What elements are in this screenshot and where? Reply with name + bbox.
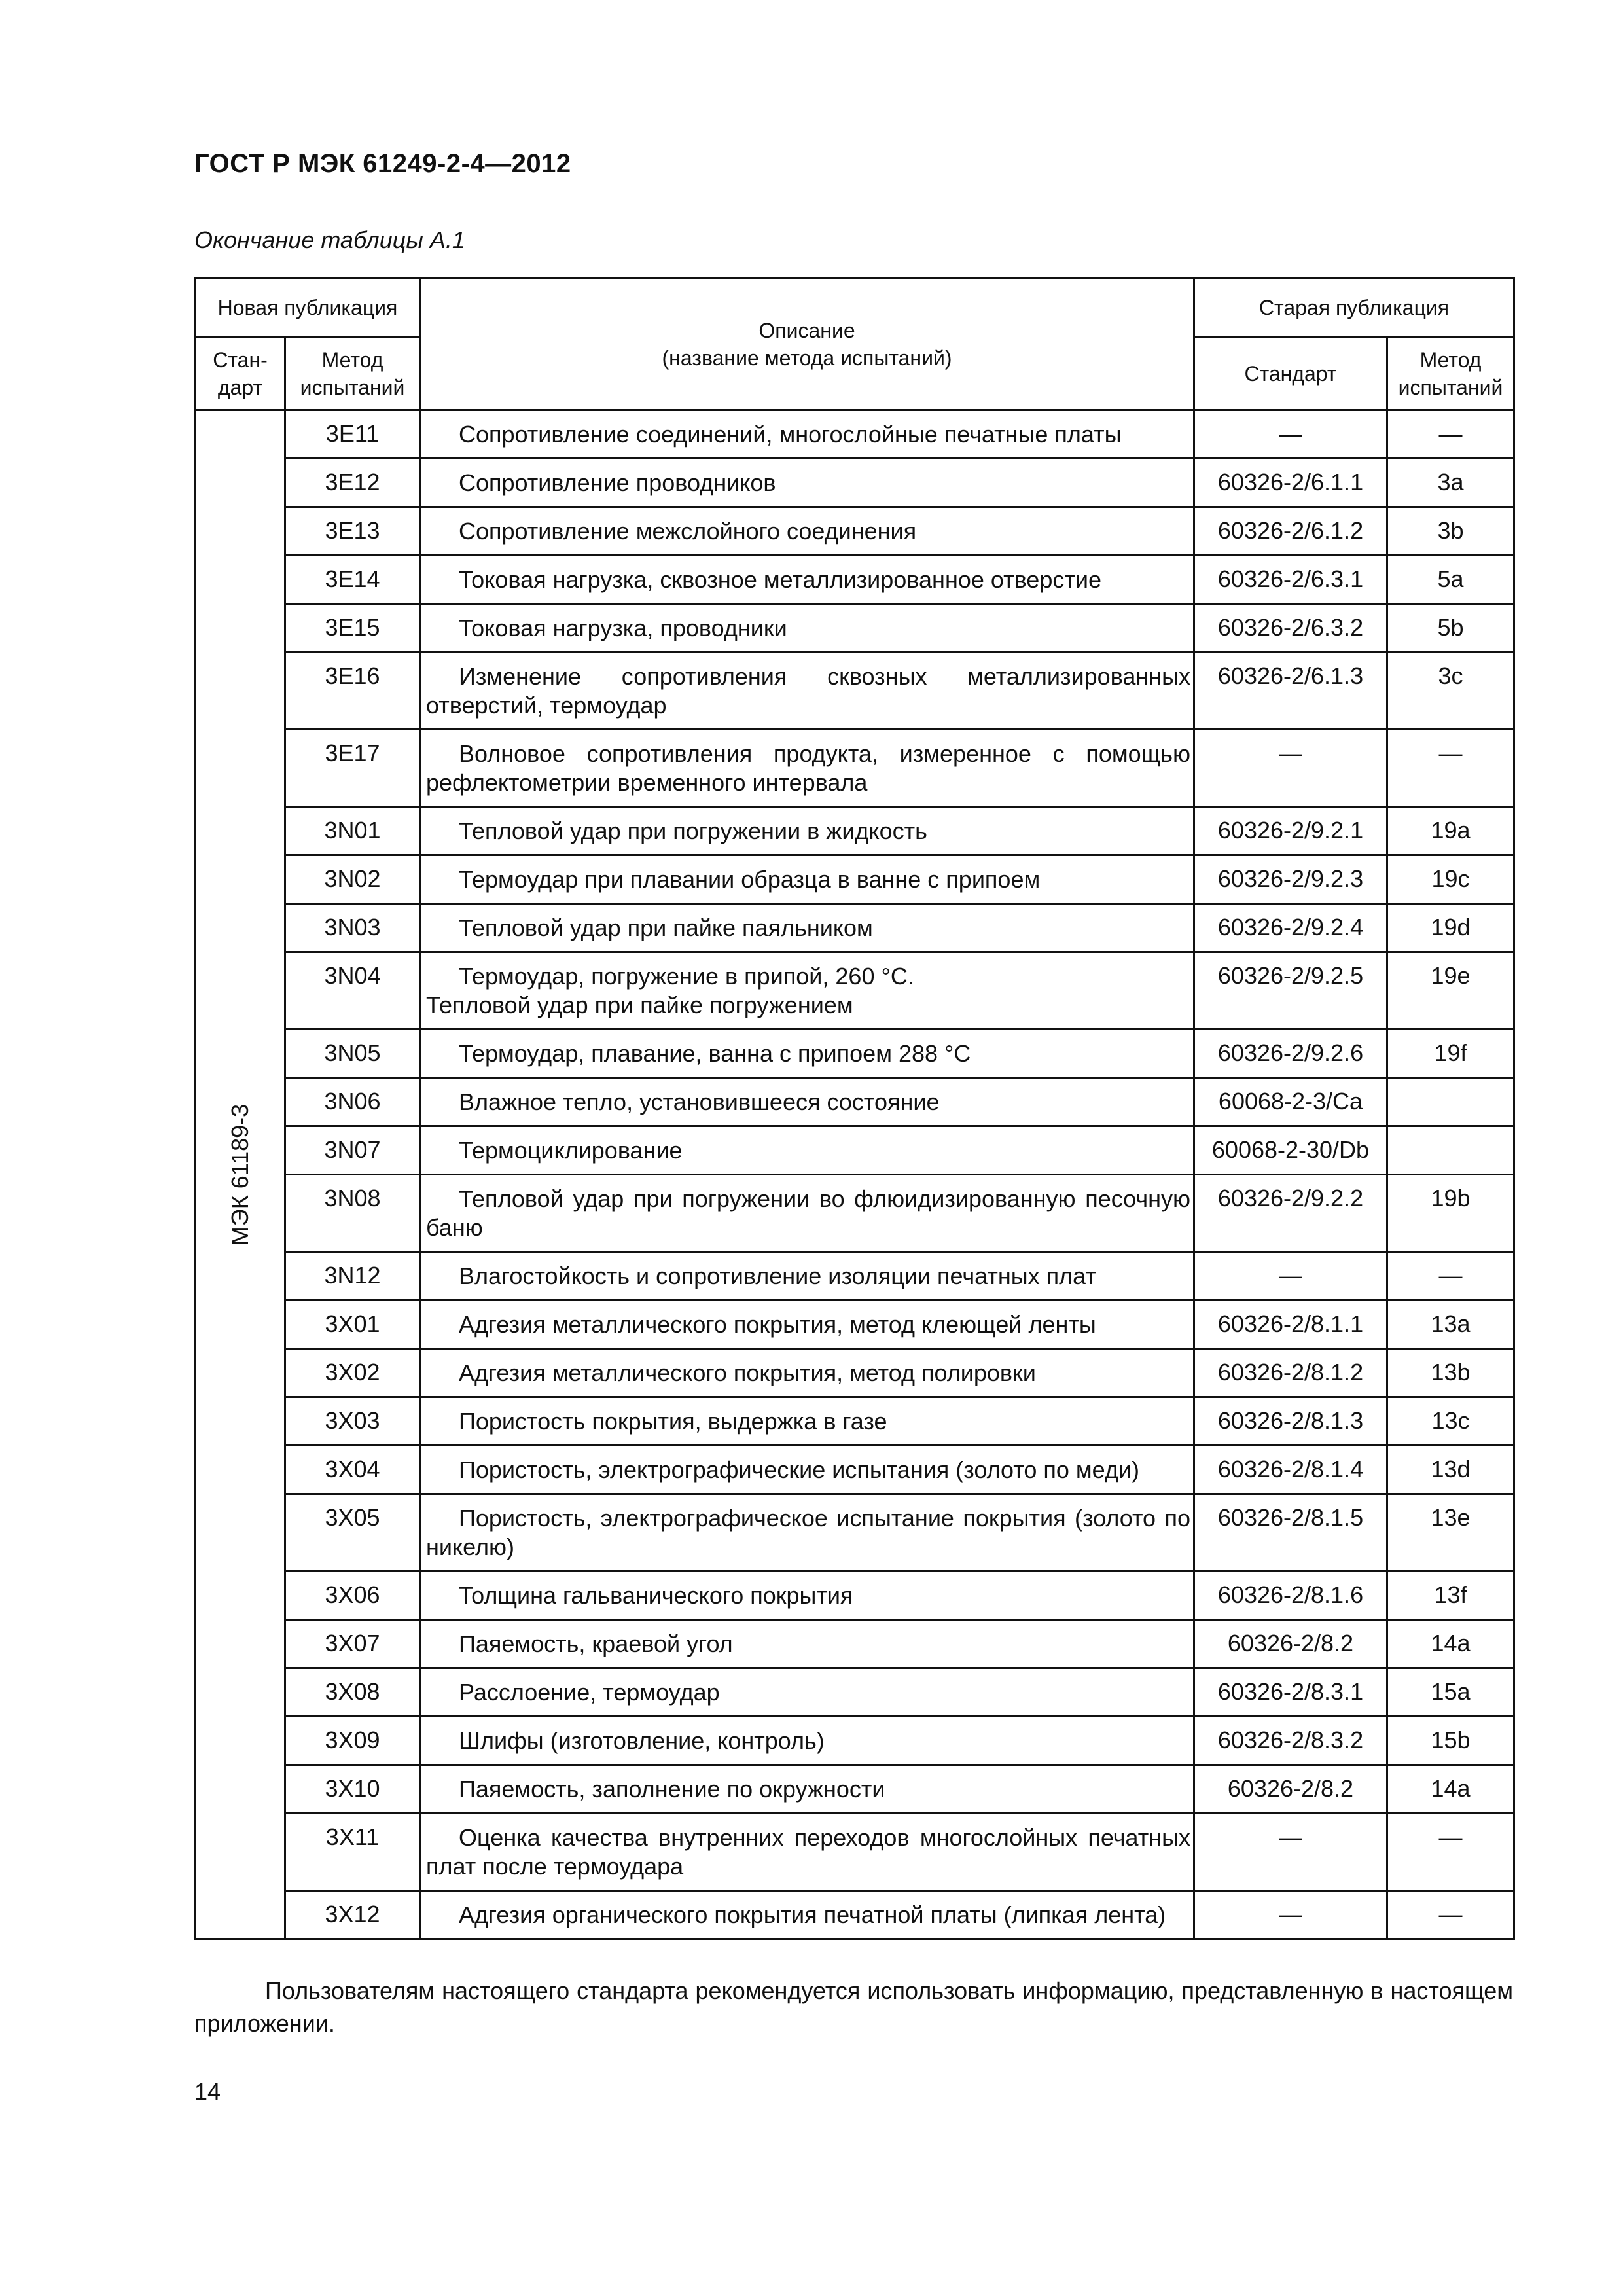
old-standard-cell: 60326-2/9.2.1 <box>1194 807 1387 855</box>
description-cell <box>420 904 1194 952</box>
description-text: Волновое сопротивления продукта, измеренное с помощью рефлектометрии временного интервала <box>426 740 1190 796</box>
table-caption: Окончание таблицы А.1 <box>194 226 465 253</box>
table-row <box>196 1620 1514 1668</box>
description-text: Пористость покрытия, выдержка в газе <box>459 1408 887 1435</box>
description-text: Сопротивление проводников <box>459 469 776 496</box>
description-text: Сопротивление межслойного соединения <box>459 518 917 545</box>
table-row <box>196 730 1514 807</box>
old-method-cell: 19f <box>1387 1030 1514 1078</box>
old-standard-cell: 60326-2/8.2 <box>1194 1620 1387 1668</box>
header-standard-new <box>196 337 285 410</box>
table-row <box>196 1668 1514 1717</box>
table-row <box>196 1814 1514 1891</box>
old-standard-cell: 60326-2/6.1.3 <box>1194 653 1387 730</box>
description-text: Изменение сопротивления сквозных металлизированных отверстий, термоудар <box>426 663 1190 719</box>
table-row <box>196 507 1514 556</box>
table-row <box>196 556 1514 604</box>
description-cell <box>420 1571 1194 1620</box>
old-method-cell: — <box>1387 1814 1514 1891</box>
old-standard-cell: 60326-2/8.1.3 <box>1194 1397 1387 1446</box>
old-standard-cell: 60326-2/6.3.1 <box>1194 556 1387 604</box>
page-number: 14 <box>194 2078 221 2105</box>
table-row <box>196 1397 1514 1446</box>
old-method-cell: 15b <box>1387 1717 1514 1765</box>
old-standard-cell: 60326-2/9.2.3 <box>1194 855 1387 904</box>
old-standard-cell: 60326-2/6.1.1 <box>1194 459 1387 507</box>
table-row <box>196 410 1514 459</box>
description-text: Тепловой удар при погружении во флюидизированную песочную баню <box>426 1185 1190 1241</box>
description-cell <box>420 604 1194 653</box>
table-row <box>196 1717 1514 1765</box>
old-standard-cell: 60326-2/9.2.5 <box>1194 952 1387 1030</box>
description-text: Термоудар, плавание, ванна с припоем 288 °С <box>459 1040 971 1067</box>
description-cell <box>420 653 1194 730</box>
table-row <box>196 855 1514 904</box>
table-row <box>196 1494 1514 1571</box>
method-code-cell: 3E17 <box>285 730 420 807</box>
old-standard-cell: 60326-2/6.3.2 <box>1194 604 1387 653</box>
old-method-cell: 14a <box>1387 1765 1514 1814</box>
old-method-cell: 15a <box>1387 1668 1514 1717</box>
old-method-cell: 3c <box>1387 653 1514 730</box>
old-method-cell: — <box>1387 730 1514 807</box>
method-code-cell: 3X02 <box>285 1349 420 1397</box>
method-code-cell: 3E11 <box>285 410 420 459</box>
description-text: Адгезия металлического покрытия, метод полировки <box>459 1359 1036 1386</box>
header-new-publication: Новая публикация <box>196 278 420 337</box>
method-code-cell: 3X04 <box>285 1446 420 1494</box>
description-cell <box>420 1349 1194 1397</box>
old-method-cell: 13f <box>1387 1571 1514 1620</box>
old-standard-cell: 60326-2/9.2.6 <box>1194 1030 1387 1078</box>
old-standard-cell: 60326-2/9.2.4 <box>1194 904 1387 952</box>
old-standard-cell: 60326-2/8.2 <box>1194 1765 1387 1814</box>
header-old-publication: Старая публикация <box>1194 278 1514 337</box>
method-code-cell: 3N02 <box>285 855 420 904</box>
method-code-cell: 3N08 <box>285 1175 420 1252</box>
old-standard-cell: 60326-2/6.1.2 <box>1194 507 1387 556</box>
method-code-cell: 3X08 <box>285 1668 420 1717</box>
method-code-cell: 3E15 <box>285 604 420 653</box>
old-standard-cell: 60326-2/8.3.1 <box>1194 1668 1387 1717</box>
description-cell <box>420 1030 1194 1078</box>
old-standard-cell: 60326-2/8.1.2 <box>1194 1349 1387 1397</box>
method-code-cell: 3X01 <box>285 1300 420 1349</box>
table-row <box>196 952 1514 1030</box>
footnote <box>194 1975 1513 2040</box>
description-cell <box>420 1078 1194 1126</box>
description-cell <box>420 1397 1194 1446</box>
method-code-cell: 3N04 <box>285 952 420 1030</box>
old-method-cell <box>1387 1078 1514 1126</box>
old-standard-cell: 60326-2/9.2.2 <box>1194 1175 1387 1252</box>
old-standard-cell: — <box>1194 410 1387 459</box>
method-code-cell: 3N05 <box>285 1030 420 1078</box>
old-method-cell: 13e <box>1387 1494 1514 1571</box>
old-method-cell: — <box>1387 1891 1514 1939</box>
old-standard-cell: 60326-2/8.1.5 <box>1194 1494 1387 1571</box>
old-method-cell: 19e <box>1387 952 1514 1030</box>
description-cell <box>420 1175 1194 1252</box>
description-text: Токовая нагрузка, сквозное металлизированное отверстие <box>459 566 1101 593</box>
table-row <box>196 904 1514 952</box>
old-standard-cell: 60326-2/8.1.6 <box>1194 1571 1387 1620</box>
old-method-cell: 19c <box>1387 855 1514 904</box>
old-method-cell <box>1387 1126 1514 1175</box>
description-text: Сопротивление соединений, многослойные печатные платы <box>459 421 1122 448</box>
table-row <box>196 653 1514 730</box>
description-cell <box>420 1300 1194 1349</box>
description-text: Токовая нагрузка, проводники <box>459 615 787 641</box>
header-standard-new-text: Стан- дарт <box>213 348 268 399</box>
description-text: Тепловой удар при погружении в жидкость <box>459 817 927 844</box>
method-code-cell: 3N12 <box>285 1252 420 1300</box>
table-row <box>196 1078 1514 1126</box>
old-method-cell: 19d <box>1387 904 1514 952</box>
method-code-cell: 3N01 <box>285 807 420 855</box>
description-cell <box>420 1717 1194 1765</box>
description-cell <box>420 1446 1194 1494</box>
description-cell <box>420 410 1194 459</box>
description-cell <box>420 459 1194 507</box>
table-row <box>196 1349 1514 1397</box>
description-text: Влагостойкость и сопротивление изоляции печатных плат <box>459 1263 1096 1289</box>
footnote-text: Пользователям настоящего стандарта рекомендуется использовать информацию, представленную в настоящем приложении. <box>194 1977 1513 2037</box>
description-cell <box>420 1765 1194 1814</box>
old-method-cell: 14a <box>1387 1620 1514 1668</box>
method-code-cell: 3X11 <box>285 1814 420 1891</box>
description-cell <box>420 507 1194 556</box>
old-method-cell: 3b <box>1387 507 1514 556</box>
old-method-cell: 5a <box>1387 556 1514 604</box>
table-row <box>196 1030 1514 1078</box>
method-code-cell: 3X07 <box>285 1620 420 1668</box>
old-method-cell: 5b <box>1387 604 1514 653</box>
description-text: Термоциклирование <box>459 1137 683 1164</box>
description-text: Паяемость, заполнение по окружности <box>459 1776 885 1803</box>
old-method-cell: — <box>1387 410 1514 459</box>
table-row <box>196 1765 1514 1814</box>
old-method-cell: 13b <box>1387 1349 1514 1397</box>
old-method-cell: 13a <box>1387 1300 1514 1349</box>
description-cell <box>420 1494 1194 1571</box>
old-standard-cell: 60326-2/8.1.1 <box>1194 1300 1387 1349</box>
description-cell <box>420 1620 1194 1668</box>
description-cell <box>420 730 1194 807</box>
header-method-old-text: Метод испытаний <box>1398 348 1503 399</box>
standard-group-label: МЭК 61189-3 <box>226 1103 253 1246</box>
method-code-cell: 3X12 <box>285 1891 420 1939</box>
description-text: Термоудар, погружение в припой, 260 °С. Тепловой удар при пайке погружением <box>426 963 914 1018</box>
document-header: ГОСТ Р МЭК 61249-2-4—2012 <box>194 149 571 178</box>
method-code-cell: 3E14 <box>285 556 420 604</box>
description-cell <box>420 1814 1194 1891</box>
standards-table <box>194 277 1515 1940</box>
method-code-cell: 3E12 <box>285 459 420 507</box>
old-standard-cell: 60326-2/8.3.2 <box>1194 1717 1387 1765</box>
old-standard-cell: 60326-2/8.1.4 <box>1194 1446 1387 1494</box>
old-method-cell: 13d <box>1387 1446 1514 1494</box>
old-standard-cell: — <box>1194 1891 1387 1939</box>
method-code-cell: 3E13 <box>285 507 420 556</box>
header-method-new-text: Метод испытаний <box>300 348 405 399</box>
description-text: Адгезия органического покрытия печатной платы (липкая лента) <box>459 1901 1166 1928</box>
old-standard-cell: — <box>1194 730 1387 807</box>
old-method-cell: 3a <box>1387 459 1514 507</box>
description-cell <box>420 807 1194 855</box>
description-text: Пористость, электрографическое испытание покрытия (золото по никелю) <box>426 1505 1190 1560</box>
method-code-cell: 3N06 <box>285 1078 420 1126</box>
old-standard-cell: — <box>1194 1252 1387 1300</box>
table-row <box>196 1126 1514 1175</box>
old-method-cell: 13c <box>1387 1397 1514 1446</box>
description-text: Шлифы (изготовление, контроль) <box>459 1727 825 1754</box>
description-text: Тепловой удар при пайке паяльником <box>459 914 873 941</box>
table-row <box>196 1891 1514 1939</box>
old-standard-cell: — <box>1194 1814 1387 1891</box>
table-row <box>196 1252 1514 1300</box>
table-row <box>196 1446 1514 1494</box>
old-method-cell: 19b <box>1387 1175 1514 1252</box>
method-code-cell: 3X05 <box>285 1494 420 1571</box>
table-row <box>196 1571 1514 1620</box>
table-row <box>196 604 1514 653</box>
method-code-cell: 3X06 <box>285 1571 420 1620</box>
description-text: Расслоение, термоудар <box>459 1679 720 1706</box>
old-method-cell: — <box>1387 1252 1514 1300</box>
description-cell <box>420 1252 1194 1300</box>
description-text: Адгезия металлического покрытия, метод клеющей ленты <box>459 1311 1096 1338</box>
header-standard-old: Стандарт <box>1194 337 1387 410</box>
old-standard-cell: 60068-2-3/Ca <box>1194 1078 1387 1126</box>
method-code-cell: 3N07 <box>285 1126 420 1175</box>
description-cell <box>420 1891 1194 1939</box>
header-method-old <box>1387 337 1514 410</box>
description-cell <box>420 855 1194 904</box>
method-code-cell: 3X10 <box>285 1765 420 1814</box>
old-method-cell: 19a <box>1387 807 1514 855</box>
description-text: Пористость, электрографические испытания (золото по меди) <box>459 1456 1139 1483</box>
table-row <box>196 1300 1514 1349</box>
description-text: Влажное тепло, установившееся состояние <box>459 1088 940 1115</box>
header-method-new <box>285 337 420 410</box>
header-description-text: Описание (название метода испытаний) <box>662 318 952 370</box>
description-cell <box>420 952 1194 1030</box>
method-code-cell: 3X09 <box>285 1717 420 1765</box>
description-cell <box>420 556 1194 604</box>
table-row <box>196 1175 1514 1252</box>
method-code-cell: 3X03 <box>285 1397 420 1446</box>
old-standard-cell: 60068-2-30/Db <box>1194 1126 1387 1175</box>
table-row <box>196 459 1514 507</box>
method-code-cell: 3N03 <box>285 904 420 952</box>
standard-group-cell <box>196 410 285 1939</box>
table-row <box>196 807 1514 855</box>
description-cell <box>420 1668 1194 1717</box>
description-text: Термоудар при плавании образца в ванне с припоем <box>459 866 1041 893</box>
header-description <box>420 278 1194 410</box>
description-text: Оценка качества внутренних переходов многослойных печатных плат после термоудара <box>426 1824 1190 1880</box>
description-text: Толщина гальванического покрытия <box>459 1582 853 1609</box>
description-cell <box>420 1126 1194 1175</box>
method-code-cell: 3E16 <box>285 653 420 730</box>
description-text: Паяемость, краевой угол <box>459 1630 733 1657</box>
